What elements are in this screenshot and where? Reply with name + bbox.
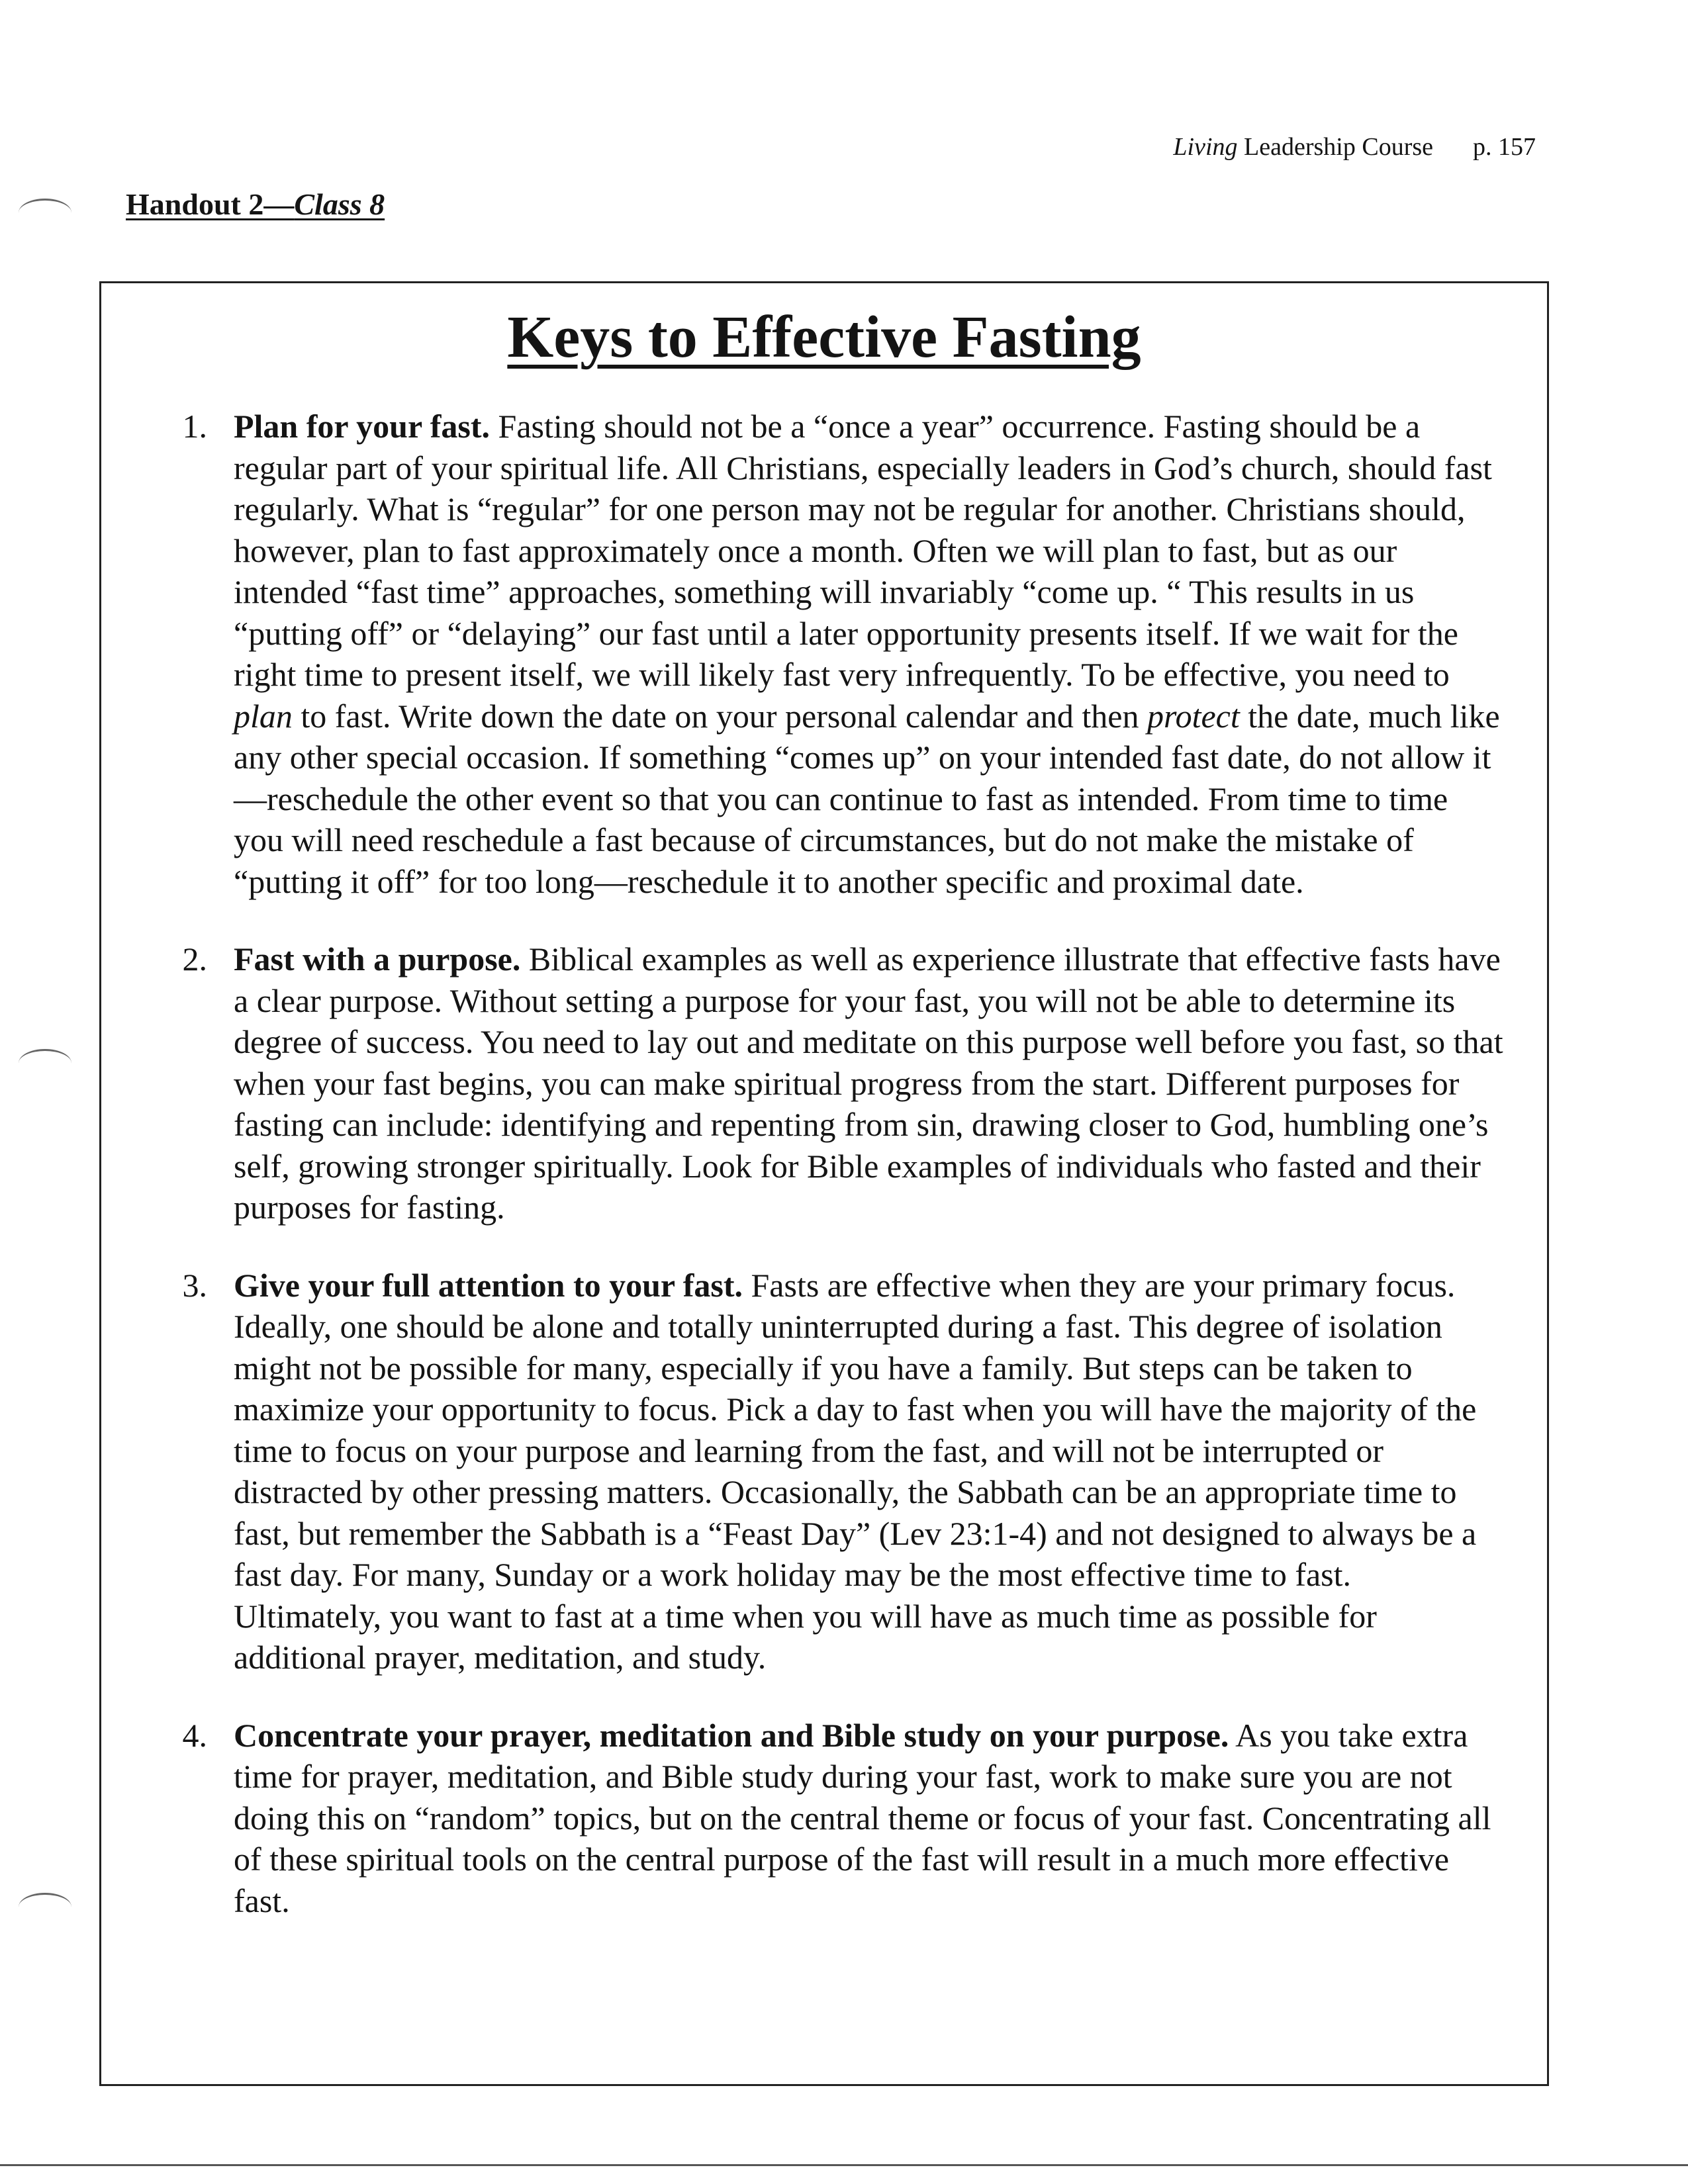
handout-label xyxy=(126,187,385,222)
item-number: 1. xyxy=(182,408,207,445)
list-item xyxy=(161,1715,1505,1922)
item-lead: Fast with a purpose. xyxy=(234,940,521,978)
keys-list xyxy=(161,406,1505,1958)
punch-hole-mark xyxy=(19,1049,71,1077)
item-emphasis: protect xyxy=(1147,697,1240,735)
item-text: the date, much like any other special occasion. If something “comes up” on your intended fast date, do not allow it—reschedule the other event so that you can continue to fast as intended. From time to time you will need reschedule a fast because of circumstances, but do not make the mistake of “putting it off” for too long—reschedule it to another specific and proximal date. xyxy=(234,697,1500,900)
list-item xyxy=(161,1265,1505,1678)
running-header xyxy=(1173,132,1536,161)
item-text: to fast. Write down the date on your personal calendar and then xyxy=(292,697,1147,735)
punch-hole-mark xyxy=(19,199,71,227)
item-lead: Give your full attention to your fast. xyxy=(234,1266,743,1304)
punch-hole-mark xyxy=(19,1893,71,1921)
item-number: 3. xyxy=(182,1266,207,1304)
item-lead: Concentrate your prayer, meditation and Bible study on your purpose. xyxy=(234,1716,1229,1754)
page-number: p. 157 xyxy=(1473,133,1536,161)
item-text: As you take extra time for prayer, meditation, and Bible study during your fast, work to make sure you are not doing this on “random” topics, but on the central theme or focus of your fast. Concentrating all of these spiritual tools on the central purpose of the fast will result in a much more effective fast. xyxy=(234,1716,1491,1919)
course-name-italic: Living xyxy=(1173,133,1238,161)
scan-bottom-edge xyxy=(0,2164,1688,2166)
handout-number: Handout 2— xyxy=(126,187,295,221)
content-box xyxy=(99,281,1549,2086)
item-lead: Plan for your fast. xyxy=(234,408,491,445)
item-text: Biblical examples as well as experience illustrate that effective fasts have a clear purpose. Without setting a purpose for your fast, you will not be able to determine its degree of success. You need to lay out and meditate on this purpose well before you fast, so that when your fast begins, you can make spiritual progress from the start. Different purposes for fasting can include: identifying and repenting from sin, drawing closer to God, humbling one’s self, growing stronger spiritually. Look for Bible examples of individuals who fasted and their purposes for fasting. xyxy=(234,940,1503,1226)
class-label: Class 8 xyxy=(294,187,385,221)
item-number: 4. xyxy=(182,1716,207,1754)
item-text: Fasting should not be a “once a year” occurrence. Fasting should be a regular part of your spiritual life. All Christians, especially leaders in God’s church, should fast regularly. What is “regular” for one person may not be regular for another. Christians should, however, plan to fast approximately once a month. Often we will plan to fast, but as our intended “fast time” approaches, something will invariably “come up. “ This results in us “putting off” or “delaying” our fast until a later opportunity presents itself. If we wait for the right time to present itself, we will likely fast very infrequently. To be effective, you need to xyxy=(234,408,1492,693)
page-title: Keys to Effective Fasting xyxy=(507,304,1141,370)
item-emphasis: plan xyxy=(234,697,293,735)
list-item xyxy=(161,938,1505,1228)
item-text: Fasts are effective when they are your primary focus. Ideally, one should be alone and totally uninterrupted during a fast. This degree of isolation might not be possible for many, especially if you have a family. But steps can be taken to maximize your opportunity to focus. Pick a day to fast when you will have the majority of the time to focus on your purpose and learning from the fast, and will not be interrupted or distracted by other pressing matters. Occasionally, the Sabbath can be an appropriate time to fast, but remember the Sabbath is a “Feast Day” (Lev 23:1-4) and not designed to always be a fast day. For many, Sunday or a work holiday may be the most effective time to fast. Ultimately, you want to fast at a time when you will have as much time as possible for additional prayer, meditation, and study. xyxy=(234,1266,1477,1676)
item-number: 2. xyxy=(182,940,207,978)
course-name-rest: Leadership Course xyxy=(1237,133,1433,161)
list-item xyxy=(161,406,1505,902)
